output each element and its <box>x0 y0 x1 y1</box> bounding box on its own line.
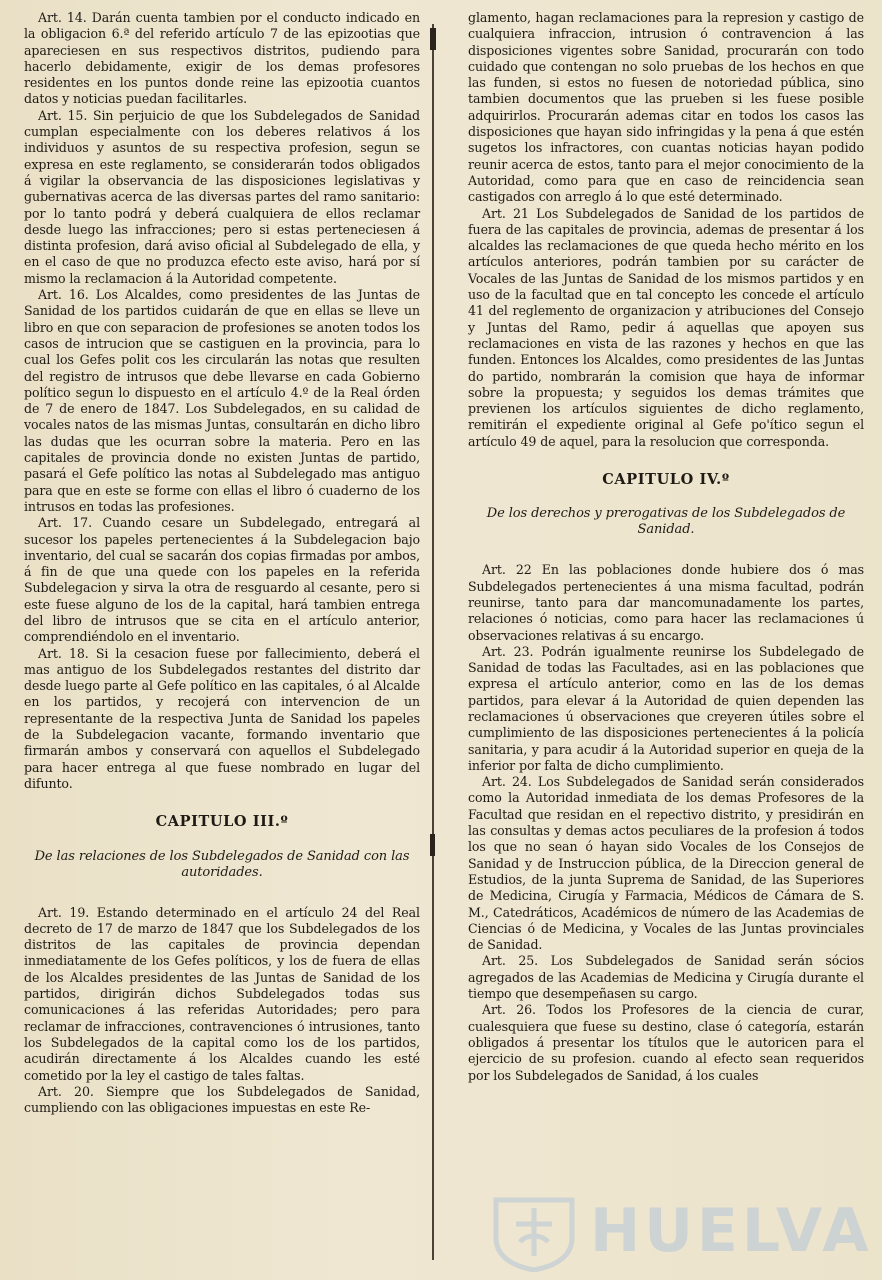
article-17: Art. 17. Cuando cesare un Subdelegado, entregará al sucesor los papeles pertenecientes á la Subdelegacion bajo inventario, del cual se sacarán dos copias firmadas por ambos, á fin de que una quede con los papeles en la referida Subdelegacion y sirva la otra de resguardo al cesante, pero si este fuese alguno de los de la capital, hará tambien entrega del libro de intrusos que se cita en el artículo anterior, comprendiéndolo en el inventario. <box>24 515 420 645</box>
column-divider-mark <box>430 28 436 50</box>
article-15: Art. 15. Sin perjuicio de que los Subdelegados de Sanidad cumplan especialmente con los deberes relativos á los individuos y asuntos de su respectiva profesion, segun se expresa en este reglamento, se considerarán todos obligados á vigilar la observancia de las disposiciones legislativas y gubernativas acerca de las diversas partes del ramo sanitario: por lo tanto podrá y deberá cualquiera de ellos reclamar desde luego las infracciones; pero si estas perteneciesen á distinta profesion, dará aviso oficial al Subdelegado de ella, y en el caso de que no produzca efecto este aviso, hará por sí mismo la reclamacion á la Autoridad competente. <box>24 107 420 286</box>
article-19: Art. 19. Estando determinado en el artículo 24 del Real decreto de 17 de marzo de 1847 que los Subdelegados de los distritos de las capitales de provincia dependan inmediatamente de los Gefes políticos, y los de fuera de ellas de los Alcaldes presidentes de las Juntas de Sanidad de los partidos, dirigirán dichos Subdelegados todas sus comunicaciones á las referidas Autoridades; pero para reclamar de infracciones, contravenciones ó intrusiones, tanto los Subdelegados de la capital como los de los partidos, acudirán directamente á los Alcaldes cuando les esté cometido por la ley el castigo de tales faltas. <box>24 904 420 1083</box>
article-16: Art. 16. Los Alcaldes, como presidentes de las Juntas de Sanidad de los partidos cuidarán de que en ellas se lleve un libro en que con separacion de profesiones se anoten todos los casos de intrucion que se castiguen en la provincia, para lo cual los Gefes polit cos les circularán las notas que resulten del registro de intrusos que debe llevarse en cada Gobierno político segun lo dispuesto en el artículo 4.º de la Real órden de 7 de enero de 1847. Los Subdelegados, en su calidad de vocales natos de las mismas Juntas, consultarán en dicho libro las dudas que les ocurran sobre la materia. Pero en las capitales de provincia donde no existen Juntas de partido, pasará el Gefe político las notas al Subdelegado mas antiguo para que en este se forme con ellas el libro ó cuaderno de los intrusos en todas las profesiones. <box>24 287 420 514</box>
article-18: Art. 18. Si la cesacion fuese por fallecimiento, deberá el mas antiguo de los Subdelegados restantes del distrito dar desde luego parte al Gefe político en las capitales, ó al Alcalde en los partidos, y recojerá con intervencion de un representante de la respectiva Junta de Sanidad los papeles de la Subdelegacion vacante, formando inventario que firmarán ambos y conservará con aquellos el Subdelegado para hacer entrega al que fuese nombrado en lugar del difunto. <box>24 645 420 791</box>
watermark <box>478 1190 873 1276</box>
chapter-3-heading: CAPITULO III.º <box>155 813 289 831</box>
article-20: Art. 20. Siempre que los Subdelegados de Sanidad, cumpliendo con las obligaciones impuestas en este Re- <box>24 1083 420 1116</box>
article-23: Art. 23. Podrán igualmente reunirse los Subdelegado de Sanidad de todas las Facultades, asi en las poblaciones que expresa el artículo anterior, como en las de los demas partidos, para elevar á la Autoridad de quien dependen las reclamaciones ú observaciones que creyeren útiles sobre el cumplimiento de las disposiciones pertenecientes á la policía sanitaria, y para acudir á la Autoridad superior en queja de la inferior por falta de dicho cumplimiento. <box>468 643 864 773</box>
article-24: Art. 24. Los Subdelegados de Sanidad serán considerados como la Autoridad inmediata de los demas Profesores de la Facultad que residan en el repectivo distrito, y presidirán en las consultas y demas actos peculiares de la profesion á todos los que no sean ó hayan sido Vocales de los Consejos de Sanidad y de Instruccion pública, de la Direccion general de Estudios, de la junta Suprema de Sanidad, de las Superiores de Medicina, Cirugía y Farmacia, Médicos de Cámara de S. M., Catedráticos, Académicos de número de las Academias de Ciencias ó de Medicina, y Vocales de las Juntas provinciales de Sanidad. <box>468 774 864 953</box>
article-22: Art. 22 En las poblaciones donde hubiere dos ó mas Subdelegados pertenecientes á una misma facultad, podrán reunirse, tanto para dar mancomunadamente los partes, relaciones ó noticias, como para hacer las reclamaciones ú observaciones relativas á su encargo. <box>468 562 864 643</box>
left-column <box>24 10 420 1116</box>
article-25: Art. 25. Los Subdelegados de Sanidad serán sócios agregados de las Academias de Medicina y Cirugía durante el tiempo que desempeñasen su cargo. <box>468 953 864 1002</box>
chapter-3-subtitle: De las relaciones de los Subdelegados de Sanidad con las autoridades. <box>34 848 410 880</box>
chapter-4-subtitle: De los derechos y prerogativas de los Subdelegados de Sanidad. <box>486 506 846 538</box>
right-column <box>468 10 864 1084</box>
article-14: Art. 14. Darán cuenta tambien por el conducto indicado en la obligacion 6.ª del referido artículo 7 de las epizootias que apareciesen en sus respectivos distritos, pudiendo para hacerlo debidamente, exigir de los demas profesores residentes en los puntos donde reine las epizootia cuantos datos y noticias puedan facilitarles. <box>24 10 420 107</box>
article-21: Art. 21 Los Subdelegados de Sanidad de los partidos de fuera de las capitales de provincia, ademas de presentar á los alcaldes las reclamaciones de que queda hecho mérito en los artículos anteriores, podrán tambien por su carácter de Vocales de las Juntas de Sanidad de los mismos partidos y en uso de la facultad que en tal concepto les concede el artículo 41 del reglemento de organizacion y atribuciones del Consejo y Juntas del Ramo, pedir á aquellas que apoyen sus reclamaciones en vista de las razones y hechos en que las funden. Entonces los Alcaldes, como presidentes de las Juntas do partido, nombrarán la comision que haya de informar sobre la propuesta; y seguidos los demas trámites que previenen los artículos siguientes de dicho reglamento, remitirán el expediente original al Gefe po'ítico segun el artículo 49 de aquel, para la resolucion que corresponda. <box>468 205 864 449</box>
provincial-crest-icon <box>486 1194 582 1272</box>
column-divider-mark-lower <box>430 834 435 856</box>
column-divider <box>432 24 434 1260</box>
watermark-text: HUELVA <box>590 1196 873 1266</box>
chapter-4-heading: CAPITULO IV.º <box>602 471 730 489</box>
article-26: Art. 26. Todos los Profesores de la ciencia de curar, cualesquiera que fuese su destino, clase ó categoría, estarán obligados á presentar los títulos que le autoricen para el ejercicio de su profesion. cuando al efecto sean requeridos por los Subdelegados de Sanidad, á los cuales <box>468 1002 864 1083</box>
article-20-continued: glamento, hagan reclamaciones para la represion y castigo de cualquiera infraccion, intrusion ó contravencion á las disposiciones vigentes sobre Sanidad, procurarán con todo cuidado que contengan no solo pruebas de los hechos en que las funden, si estos no fuesen de notoriedad pública, sino tambien documentos que las prueben si les fuese posible adquirirlos. Procurarán ademas citar en todos los casos las disposiciones que hayan sido infringidas y la pena á que estén sugetos los infractores, con cuantas noticias hayan podido reunir acerca de estos, tanto para el mejor conocimiento de la Autoridad, como para que en caso de reincidencia sean castigados con arreglo á lo que esté determinado. <box>468 10 864 205</box>
